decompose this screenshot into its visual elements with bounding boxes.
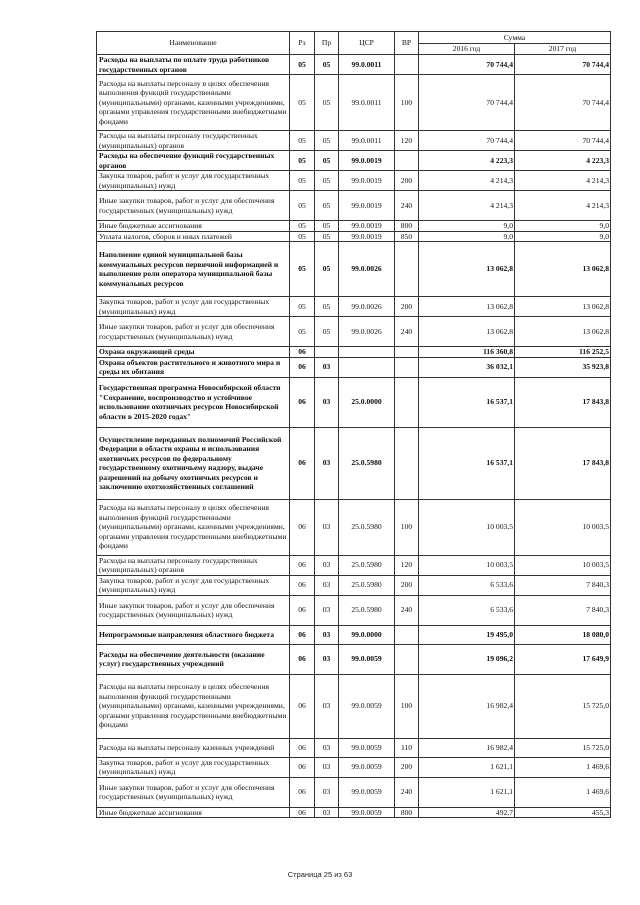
cell-vr [395, 644, 419, 674]
cell-vr [395, 55, 419, 75]
cell-csr: 99.0.0019 [339, 231, 395, 242]
cell-rz: 06 [290, 595, 315, 625]
cell-csr [339, 347, 395, 358]
cell-pr: 05 [315, 55, 339, 75]
cell-vr [395, 625, 419, 644]
cell-csr: 99.0.0059 [339, 674, 395, 738]
cell-y1: 36 032,1 [419, 357, 515, 377]
cell-pr: 03 [315, 427, 339, 499]
table-row [97, 674, 611, 738]
cell-y2: 1 469,6 [515, 757, 611, 777]
cell-y2: 7 840,3 [515, 575, 611, 595]
cell-csr: 25.0.5980 [339, 427, 395, 499]
cell-pr: 03 [315, 595, 339, 625]
cell-y2: 1 469,6 [515, 777, 611, 807]
cell-csr: 99.0.0011 [339, 131, 395, 151]
cell-name: Уплата налогов, сборов и иных платежей [97, 231, 290, 242]
table-row [97, 297, 611, 317]
table-row [97, 317, 611, 347]
cell-y2: 13 062,8 [515, 242, 611, 297]
table-row [97, 575, 611, 595]
cell-pr: 05 [315, 231, 339, 242]
cell-csr: 99.0.0019 [339, 171, 395, 191]
cell-y2: 9,0 [515, 221, 611, 232]
cell-y2: 7 840,3 [515, 595, 611, 625]
table-row [97, 377, 611, 427]
cell-name: Осуществление переданных полномочий Российской Федерации в области охраны и использования охотничьих ресурсов по федеральному государственному охотничьему надзору, выдаче разрешений на добычу охотничьих ресурсов и заключению охотхозяйственных соглашений [97, 427, 290, 499]
cell-rz: 06 [290, 377, 315, 427]
cell-y2: 13 062,8 [515, 317, 611, 347]
cell-csr: 99.0.0059 [339, 807, 395, 818]
cell-rz: 05 [290, 151, 315, 171]
cell-vr: 110 [395, 738, 419, 757]
cell-y1: 116 360,8 [419, 347, 515, 358]
cell-rz: 06 [290, 738, 315, 757]
cell-name: Закупка товаров, работ и услуг для государственных (муниципальных) нужд [97, 171, 290, 191]
cell-pr [315, 347, 339, 358]
cell-vr: 240 [395, 191, 419, 221]
table-row [97, 595, 611, 625]
table-row [97, 151, 611, 171]
table-row [97, 807, 611, 818]
table-row [97, 499, 611, 555]
cell-y1: 19 495,0 [419, 625, 515, 644]
cell-rz: 06 [290, 499, 315, 555]
cell-y2: 35 923,8 [515, 357, 611, 377]
cell-csr: 25.0.5980 [339, 595, 395, 625]
cell-y2: 455,3 [515, 807, 611, 818]
cell-pr: 03 [315, 357, 339, 377]
cell-y1: 16 537,1 [419, 377, 515, 427]
cell-rz: 05 [290, 297, 315, 317]
cell-y2: 17 649,9 [515, 644, 611, 674]
cell-y1: 70 744,4 [419, 55, 515, 75]
cell-name: Расходы на выплаты персоналу государственных (муниципальных) органов [97, 131, 290, 151]
cell-rz: 06 [290, 644, 315, 674]
cell-csr: 99.0.0019 [339, 221, 395, 232]
page-number: Страница 25 из 63 [287, 870, 353, 879]
cell-csr: 99.0.0059 [339, 777, 395, 807]
cell-vr: 120 [395, 131, 419, 151]
cell-name: Государственная программа Новосибирской области "Сохранение, воспроизводство и устойчивое использование охотничьих ресурсов Новосибирской области в 2015-2020 годах" [97, 377, 290, 427]
cell-rz: 06 [290, 555, 315, 575]
table-row [97, 777, 611, 807]
cell-pr: 03 [315, 499, 339, 555]
cell-pr: 05 [315, 242, 339, 297]
table-row [97, 555, 611, 575]
table-row [97, 171, 611, 191]
cell-y2: 4 214,3 [515, 171, 611, 191]
cell-rz: 05 [290, 317, 315, 347]
cell-y2: 116 252,5 [515, 347, 611, 358]
cell-csr: 99.0.0000 [339, 625, 395, 644]
col-header-csr: ЦСР [339, 32, 395, 55]
cell-name: Охрана окружающей среды [97, 347, 290, 358]
cell-rz: 05 [290, 55, 315, 75]
cell-rz: 06 [290, 807, 315, 818]
cell-name: Иные бюджетные ассигнования [97, 807, 290, 818]
cell-pr: 03 [315, 625, 339, 644]
cell-name: Расходы на выплаты персоналу в целях обеспечения выполнения функций государственными (муниципальными) органами, казенными учреждениями, органами управления государственными внебюджетными фондами [97, 674, 290, 738]
cell-rz: 06 [290, 357, 315, 377]
cell-vr: 200 [395, 575, 419, 595]
cell-y1: 1 621,1 [419, 777, 515, 807]
cell-name: Иные закупки товаров, работ и услуг для обеспечения государственных (муниципальных) нужд [97, 777, 290, 807]
cell-y1: 4 223,3 [419, 151, 515, 171]
cell-y1: 13 062,8 [419, 242, 515, 297]
cell-y2: 18 080,0 [515, 625, 611, 644]
cell-vr: 200 [395, 297, 419, 317]
cell-csr: 99.0.0059 [339, 757, 395, 777]
table-row [97, 242, 611, 297]
cell-y2: 4 214,3 [515, 191, 611, 221]
table-row [97, 357, 611, 377]
cell-vr: 100 [395, 499, 419, 555]
cell-y2: 10 003,5 [515, 499, 611, 555]
cell-vr: 200 [395, 171, 419, 191]
cell-pr: 03 [315, 644, 339, 674]
cell-rz: 06 [290, 777, 315, 807]
cell-name: Иные закупки товаров, работ и услуг для обеспечения государственных (муниципальных) нужд [97, 595, 290, 625]
cell-y1: 492,7 [419, 807, 515, 818]
cell-pr: 03 [315, 555, 339, 575]
cell-y1: 70 744,4 [419, 131, 515, 151]
cell-name: Наполнение единой муниципальной базы коммунальных ресурсов первичной информацией и выполнение роли оператора муниципальной базы коммунальных ресурсов [97, 242, 290, 297]
cell-y1: 19 096,2 [419, 644, 515, 674]
cell-rz: 06 [290, 674, 315, 738]
cell-name: Непрограммные направления областного бюджета [97, 625, 290, 644]
cell-pr: 05 [315, 191, 339, 221]
cell-pr: 03 [315, 674, 339, 738]
cell-name: Расходы на выплаты персоналу казенных учреждений [97, 738, 290, 757]
cell-rz: 05 [290, 242, 315, 297]
cell-csr: 99.0.0059 [339, 738, 395, 757]
header-row [97, 32, 611, 44]
col-header-sum: Сумма [419, 32, 611, 44]
cell-name: Закупка товаров, работ и услуг для государственных (муниципальных) нужд [97, 757, 290, 777]
cell-y1: 4 214,3 [419, 171, 515, 191]
cell-vr: 800 [395, 807, 419, 818]
cell-vr: 120 [395, 555, 419, 575]
cell-vr [395, 377, 419, 427]
cell-csr: 99.0.0026 [339, 242, 395, 297]
cell-rz: 06 [290, 427, 315, 499]
cell-pr: 05 [315, 221, 339, 232]
cell-y1: 13 062,8 [419, 317, 515, 347]
cell-name: Закупка товаров, работ и услуг для государственных (муниципальных) нужд [97, 575, 290, 595]
cell-pr: 03 [315, 807, 339, 818]
cell-y1: 9,0 [419, 231, 515, 242]
cell-y2: 70 744,4 [515, 131, 611, 151]
budget-table [96, 31, 611, 818]
cell-y2: 13 062,8 [515, 297, 611, 317]
cell-name: Расходы на выплаты персоналу в целях обеспечения выполнения функций государственными (муниципальными) органами, казенными учреждениями, органами управления государственными внебюджетными фондами [97, 75, 290, 131]
cell-vr [395, 242, 419, 297]
table-row [97, 738, 611, 757]
cell-csr: 25.0.5980 [339, 575, 395, 595]
cell-y2: 15 725,0 [515, 674, 611, 738]
cell-vr [395, 347, 419, 358]
cell-rz: 06 [290, 347, 315, 358]
cell-csr: 99.0.0011 [339, 75, 395, 131]
cell-pr: 05 [315, 75, 339, 131]
col-header-pr: Пр [315, 32, 339, 55]
cell-rz: 05 [290, 131, 315, 151]
cell-rz: 06 [290, 625, 315, 644]
cell-y1: 70 744,4 [419, 75, 515, 131]
cell-csr: 25.0.5980 [339, 555, 395, 575]
cell-pr: 03 [315, 377, 339, 427]
cell-pr: 03 [315, 575, 339, 595]
table-row [97, 427, 611, 499]
cell-csr: 25.0.0000 [339, 377, 395, 427]
cell-csr: 99.0.0019 [339, 191, 395, 221]
cell-rz: 06 [290, 575, 315, 595]
cell-name: Закупка товаров, работ и услуг для государственных (муниципальных) нужд [97, 297, 290, 317]
cell-y2: 9,0 [515, 231, 611, 242]
col-header-vr: ВР [395, 32, 419, 55]
cell-rz: 05 [290, 171, 315, 191]
table-row [97, 347, 611, 358]
col-header-2016: 2016 год [419, 43, 515, 55]
cell-name: Иные закупки товаров, работ и услуг для обеспечения государственных (муниципальных) нужд [97, 191, 290, 221]
cell-rz: 06 [290, 757, 315, 777]
table-row [97, 625, 611, 644]
cell-pr: 03 [315, 757, 339, 777]
cell-y1: 9,0 [419, 221, 515, 232]
cell-name: Расходы на выплаты персоналу в целях обеспечения выполнения функций государственными (муниципальными) органами, казенными учреждениями, органами управления государственными внебюджетными фондами [97, 499, 290, 555]
cell-y2: 70 744,4 [515, 55, 611, 75]
cell-vr [395, 151, 419, 171]
table-row [97, 221, 611, 232]
table-row [97, 75, 611, 131]
table-row [97, 131, 611, 151]
table-row [97, 757, 611, 777]
cell-name: Иные закупки товаров, работ и услуг для обеспечения государственных (муниципальных) нужд [97, 317, 290, 347]
cell-pr: 03 [315, 777, 339, 807]
table-body [97, 55, 611, 818]
cell-pr: 05 [315, 171, 339, 191]
cell-pr: 05 [315, 297, 339, 317]
cell-name: Расходы на обеспечение деятельности (оказание услуг) государственных учреждений [97, 644, 290, 674]
cell-vr: 240 [395, 777, 419, 807]
cell-y1: 13 062,8 [419, 297, 515, 317]
cell-vr: 850 [395, 231, 419, 242]
cell-y1: 6 533,6 [419, 595, 515, 625]
cell-y1: 10 003,5 [419, 499, 515, 555]
cell-name: Охрана объектов растительного и животного мира и среды их обитания [97, 357, 290, 377]
table-row [97, 231, 611, 242]
col-header-name: Наименование [97, 32, 290, 55]
cell-csr: 99.0.0011 [339, 55, 395, 75]
cell-vr [395, 427, 419, 499]
cell-y1: 4 214,3 [419, 191, 515, 221]
cell-csr: 99.0.0019 [339, 151, 395, 171]
cell-csr: 25.0.5980 [339, 499, 395, 555]
cell-csr [339, 357, 395, 377]
cell-vr: 800 [395, 221, 419, 232]
cell-y1: 6 533,6 [419, 575, 515, 595]
table-row [97, 191, 611, 221]
cell-y2: 17 843,8 [515, 377, 611, 427]
cell-name: Иные бюджетные ассигнования [97, 221, 290, 232]
cell-vr: 100 [395, 674, 419, 738]
col-header-rz: Рз [290, 32, 315, 55]
cell-pr: 05 [315, 317, 339, 347]
cell-y1: 1 621,1 [419, 757, 515, 777]
cell-y2: 10 003,5 [515, 555, 611, 575]
cell-pr: 05 [315, 131, 339, 151]
cell-y1: 16 982,4 [419, 738, 515, 757]
cell-csr: 99.0.0059 [339, 644, 395, 674]
cell-y1: 10 003,5 [419, 555, 515, 575]
cell-pr: 03 [315, 738, 339, 757]
cell-rz: 05 [290, 75, 315, 131]
cell-y2: 17 843,8 [515, 427, 611, 499]
cell-name: Расходы на обеспечение функций государственных органов [97, 151, 290, 171]
col-header-2017: 2017 год [515, 43, 611, 55]
cell-y1: 16 982,4 [419, 674, 515, 738]
cell-csr: 99.0.0026 [339, 317, 395, 347]
cell-name: Расходы на выплаты по оплате труда работников государственных органов [97, 55, 290, 75]
cell-vr: 240 [395, 317, 419, 347]
cell-vr [395, 357, 419, 377]
cell-y2: 4 223,3 [515, 151, 611, 171]
cell-rz: 05 [290, 231, 315, 242]
cell-y1: 16 537,1 [419, 427, 515, 499]
table-row [97, 644, 611, 674]
cell-vr: 100 [395, 75, 419, 131]
cell-name: Расходы на выплаты персоналу государственных (муниципальных) органов [97, 555, 290, 575]
cell-y2: 70 744,4 [515, 75, 611, 131]
cell-pr: 05 [315, 151, 339, 171]
table-row [97, 55, 611, 75]
cell-y2: 15 725,0 [515, 738, 611, 757]
cell-csr: 99.0.0026 [339, 297, 395, 317]
cell-vr: 200 [395, 757, 419, 777]
cell-rz: 05 [290, 221, 315, 232]
cell-rz: 05 [290, 191, 315, 221]
cell-vr: 240 [395, 595, 419, 625]
